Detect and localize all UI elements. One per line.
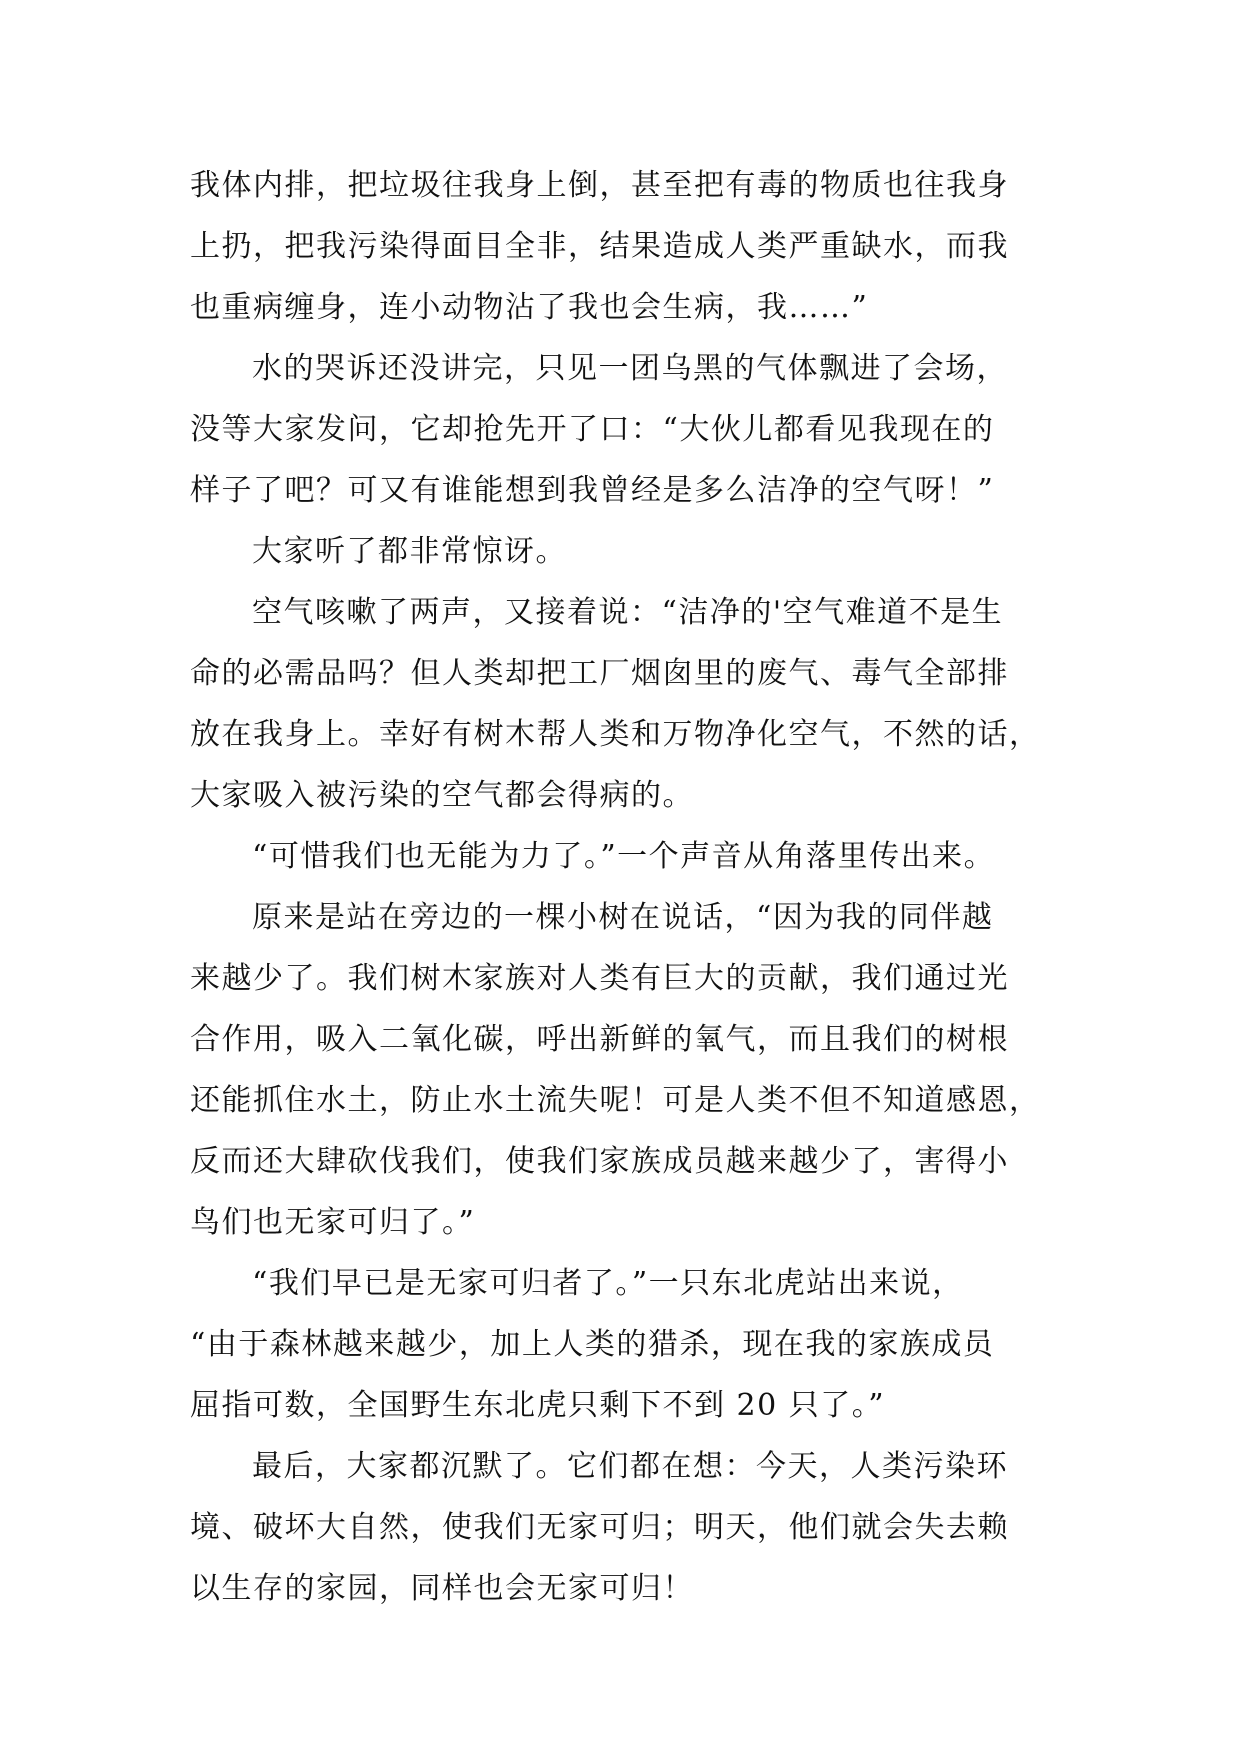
text-line: 反而还大肆砍伐我们，使我们家族成员越来越少了，害得小: [190, 1144, 1009, 1179]
text-line: 命的必需品吗？但人类却把工厂烟囱里的废气、毒气全部排: [190, 656, 1009, 691]
text-line: 样子了吧？可又有谁能想到我曾经是多么洁净的空气呀！”: [190, 473, 995, 508]
body-text: [190, 155, 1050, 1619]
paragraph-first-line: 水的哭诉还没讲完，只见一团乌黑的气体飘进了会场，: [252, 351, 1008, 386]
text-line: 鸟们也无家可归了。”: [190, 1205, 476, 1240]
paragraph-first-line: 原来是站在旁边的一棵小树在说话，“因为我的同伴越: [252, 900, 994, 935]
text-line: 境、破坏大自然，使我们无家可归；明天，他们就会失去赖: [190, 1510, 1009, 1545]
text-line: 来越少了。我们树木家族对人类有巨大的贡献，我们通过光: [190, 961, 1009, 996]
text-line: 放在我身上。幸好有树木帮人类和万物净化空气，不然的话，: [190, 717, 1041, 752]
paragraph-first-line: “我们早已是无家可归者了。”一只东北虎站出来说，: [252, 1266, 964, 1301]
paragraph-first-line: 空气咳嗽了两声，又接着说：“洁净的'空气难道不是生: [252, 595, 1004, 630]
text-line: 上扔，把我污染得面目全非，结果造成人类严重缺水，而我: [190, 229, 1009, 264]
text-line: 屈指可数，全国野生东北虎只剩下不到 20 只了。”: [190, 1388, 886, 1423]
text-line: 也重病缠身，连小动物沾了我也会生病，我……”: [190, 290, 869, 325]
paragraph-first-line: 大家听了都非常惊讶。: [252, 534, 567, 569]
text-line: 以生存的家园，同样也会无家可归！: [190, 1571, 694, 1606]
paragraph-first-line: 最后，大家都沉默了。它们都在想：今天，人类污染环: [252, 1449, 1008, 1484]
text-line: 还能抓住水土，防止水土流失呢！可是人类不但不知道感恩，: [190, 1083, 1041, 1118]
text-line: 大家吸入被污染的空气都会得病的。: [190, 778, 694, 813]
paragraph-first-line: “可惜我们也无能为力了。”一个声音从角落里传出来。: [252, 839, 996, 874]
text-line: 没等大家发问，它却抢先开了口：“大伙儿都看见我现在的: [190, 412, 995, 447]
text-line: “由于森林越来越少，加上人类的猎杀，现在我的家族成员: [190, 1327, 995, 1362]
text-line: 合作用，吸入二氧化碳，呼出新鲜的氧气，而且我们的树根: [190, 1022, 1009, 1057]
text-line: 我体内排，把垃圾往我身上倒，甚至把有毒的物质也往我身: [190, 168, 1009, 203]
